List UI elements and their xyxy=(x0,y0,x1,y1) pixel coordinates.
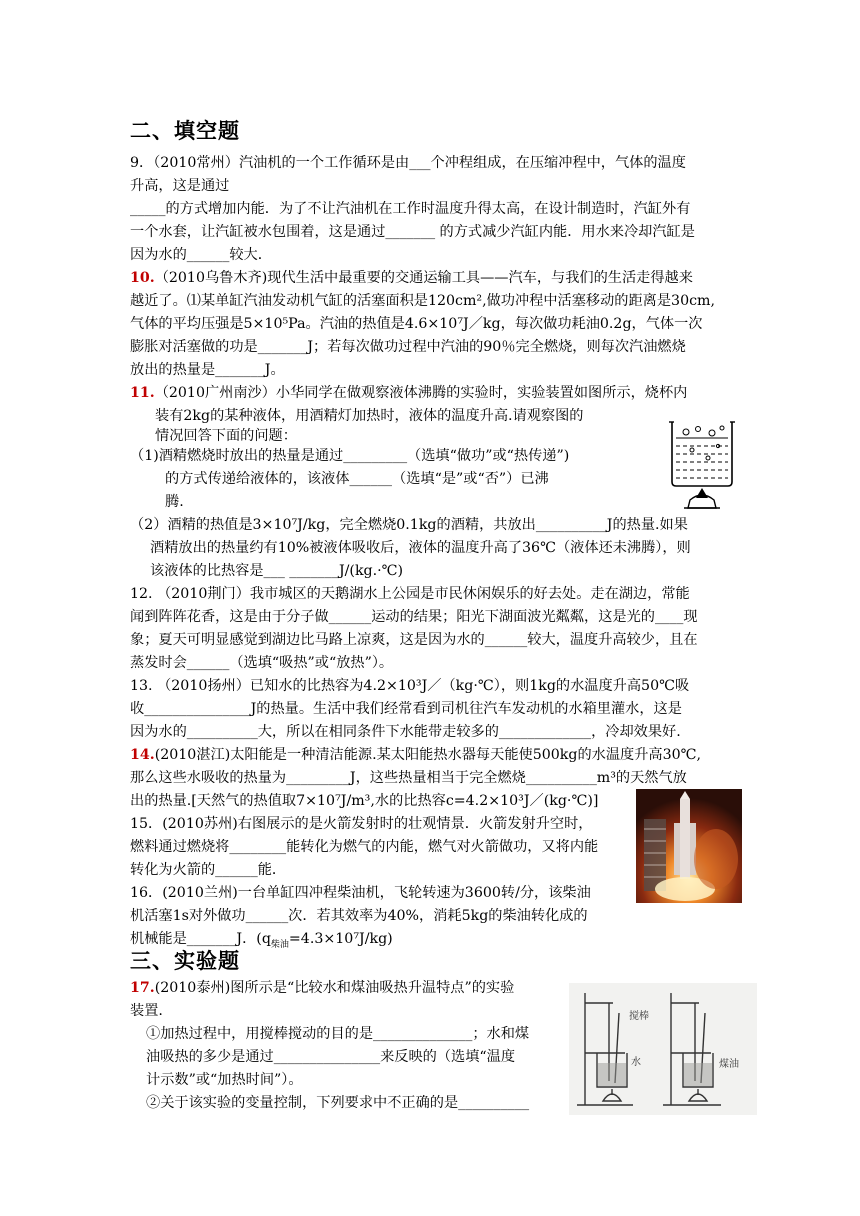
q9-line-1: 9．（2010常州）汽油机的一个工作循环是由___个冲程组成，在压缩冲程中，气体的温度 xyxy=(130,155,686,171)
q12-line-2: 闻到阵阵花香，这是由于分子做______运动的结果；阳光下湖面波光粼粼，这是光的____现 xyxy=(130,609,698,625)
q12-line-3: 象；夏天可明显感觉到湖边比马路上凉爽，这是因为水的______较大，温度升高较少，且在 xyxy=(130,632,698,648)
q11-text: （2010广州南沙）小华同学在做观察液体沸腾的实验时，实验装置如图所示，烧杯内 xyxy=(154,385,688,401)
q11-line-1 xyxy=(130,383,687,403)
rocket-launch-photo xyxy=(636,789,742,903)
label-water: 水 xyxy=(631,1057,641,1068)
q15-line-2: 燃料通过燃烧将________能转化为燃气的内能，燃气对火箭做功，又将内能 xyxy=(130,839,599,855)
q11-line-2: 装有2kg的某种液体，用酒精灯加热时，液体的温度升高.请观察图的 xyxy=(155,408,584,424)
q11-line-6: 腾. xyxy=(165,494,184,510)
q14-line-1 xyxy=(130,745,701,765)
q9-line-5: 因为水的______较大． xyxy=(130,247,272,263)
q15-line-3: 转化为火箭的______能． xyxy=(130,862,287,878)
q16-line-3-a: 机械能是_______J．(q xyxy=(130,931,271,947)
q10-line-5: 放出的热量是_______J。 xyxy=(130,362,285,378)
q14-line-2: 那么这些水吸收的热量为_________J，这些热量相当于完全燃烧__________m³的天然气放 xyxy=(130,770,687,786)
q9-line-3: _____的方式增加内能．为了不让汽油机在工作时温度升得太高，在设计制造时，汽缸外有 xyxy=(130,201,691,217)
q10-line-3: 气体的平均压强是5×10⁵Pa。汽油的热值是4.6×10⁷J／kg，每次做功耗油0.2g，气体一次 xyxy=(130,316,703,332)
q16-subscript: 柴油 xyxy=(270,939,289,950)
q16-line-3-b: =4.3×10⁷J/kg) xyxy=(288,931,393,947)
q17-line-5: 计示数”或“加热时间”）。 xyxy=(146,1072,303,1088)
q10-line-1 xyxy=(130,268,693,288)
q16-line-1: 16．(2010兰州)一台单缸四冲程柴油机，飞轮转速为3600转/分，该柴油 xyxy=(130,885,591,901)
section-heading-experiment: 三、实验题 xyxy=(130,949,240,973)
q13-line-3: 因为水的__________大，所以在相同条件下水能带走较多的_____________，冷却效果好. xyxy=(130,724,681,740)
q10-text: （2010乌鲁木齐)现代生活中最重要的交通运输工具——汽车，与我们的生活走得越来 xyxy=(154,270,693,286)
q15-line-1: 15．(2010苏州)右图展示的是火箭发射时的壮观情景．火箭发射升空时， xyxy=(130,816,593,832)
q17-line-3: ①加热过程中，用搅棒搅动的目的是______________；水和煤 xyxy=(146,1026,530,1042)
q10-line-2: 越近了。⑴某单缸汽油发动机气缸的活塞面积是120cm²,做功冲程中活塞移动的距离是30cm, xyxy=(130,293,716,309)
label-stir-rod: 搅棒 xyxy=(629,1011,649,1022)
q9-line-2: 升高，这是通过 xyxy=(130,178,230,194)
q11-line-3: 情况回答下面的问题： xyxy=(155,428,297,444)
q17-line-4: 油吸热的多少是通过_______________来反映的（选填“温度 xyxy=(146,1049,516,1065)
q11-line-9: 该液体的比热容是___ _______J/(kg.·℃) xyxy=(150,563,404,579)
q17-text: (2010泰州)图所示是“比较水和煤油吸热升温特点”的实验 xyxy=(154,980,515,996)
label-kerosene: 煤油 xyxy=(719,1059,739,1070)
section-heading-fill-in: 二、填空题 xyxy=(130,119,240,143)
q14-line-3: 出的热量.[天然气的热值取7×10⁷J/m³,水的比热容c=4.2×10³J／(kg·℃)] xyxy=(130,793,599,809)
water-kerosene-apparatus-figure xyxy=(569,983,757,1115)
q14-number: 14. xyxy=(130,747,155,763)
boiling-liquid-figure xyxy=(662,416,744,511)
q16-line-2: 机活塞1s对外做功______次．若其效率为40%，消耗5kg的柴油转化成的 xyxy=(130,908,588,924)
q10-number: 10. xyxy=(130,270,155,286)
q12-line-1: 12. （2010荆门）我市城区的天鹅湖水上公园是市民休闲娱乐的好去处。走在湖边，常能 xyxy=(130,586,690,602)
q13-line-1: 13. （2010扬州）已知水的比热容为4.2×10³J／（kg·℃），则1kg的水温度升高50℃吸 xyxy=(130,678,690,694)
q14-text: (2010湛江)太阳能是一种清洁能源.某太阳能热水器每天能使500kg的水温度升高30℃, xyxy=(154,747,702,763)
q9-line-4: 一个水套，让汽缸被水包围着，这是通过_______ 的方式减少汽缸内能．用水来冷却汽缸是 xyxy=(130,224,695,240)
q12-line-4: 蒸发时会______（选填“吸热”或“放热”）。 xyxy=(130,655,394,671)
q17-line-1 xyxy=(130,978,514,998)
q11-line-8: 酒精放出的热量约有10%被液体吸收后，液体的温度升高了36℃（液体还未沸腾），则 xyxy=(150,540,691,556)
q17-line-2: 装置. xyxy=(130,1003,163,1019)
q11-line-7: （2）酒精的热值是3×10⁷J/kg，完全燃烧0.1kg的酒精，共放出__________J的热量.如果 xyxy=(130,517,688,533)
q11-line-4: （1)酒精燃烧时放出的热量是通过_________（选填“做功”或“热传递”) xyxy=(130,448,570,464)
q17-number: 17. xyxy=(130,980,155,996)
q11-number: 11. xyxy=(130,385,155,401)
q13-line-2: 收_______________J的热量。生活中我们经常看到司机往汽车发动机的水箱里灌水，这是 xyxy=(130,701,682,717)
q10-line-4: 膨胀对活塞做的功是_______J；若每次做功过程中汽油的90％完全燃烧，则每次汽油燃烧 xyxy=(130,339,686,355)
q11-line-5: 的方式传递给液体的，该液体______（选填“是”或“否”）已沸 xyxy=(165,471,549,487)
q17-line-6: ②关于该实验的变量控制，下列要求中不正确的是__________ xyxy=(146,1095,530,1111)
